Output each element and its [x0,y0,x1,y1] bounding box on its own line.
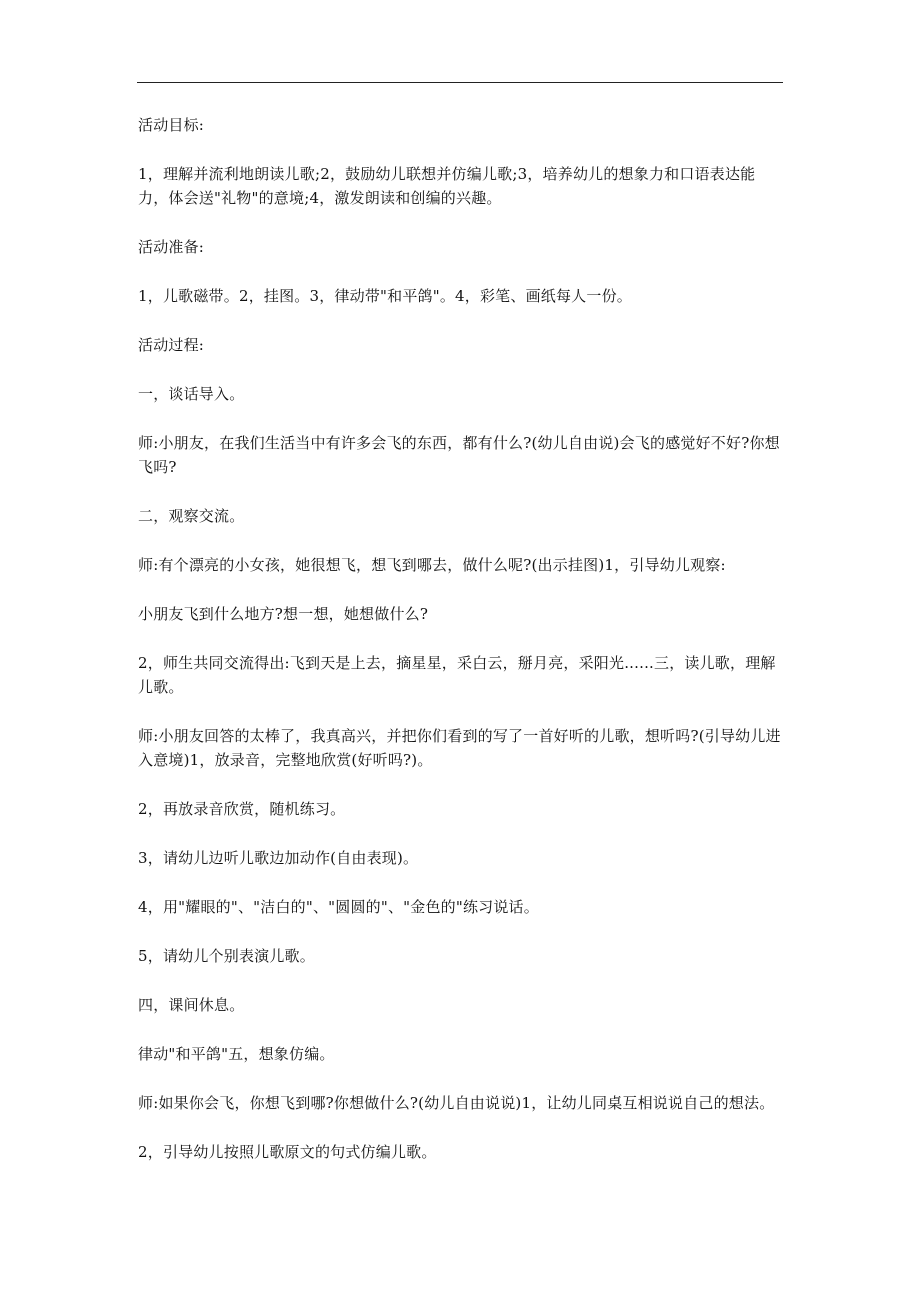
paragraph-step-3a: 师:小朋友回答的太棒了，我真高兴，并把你们看到的写了一首好听的儿歌，想听吗?(引导幼儿进入意境)1，放录音，完整地欣赏(好听吗?)。 [138,727,781,769]
step-heading-1: 一，谈话导入。 [138,385,245,403]
header-rule [137,82,783,83]
paragraph-step-4: 律动"和平鸽"五，想象仿编。 [138,1045,335,1063]
paragraph-step-5a: 师:如果你会飞，你想飞到哪?你想做什么?(幼儿自由说说)1，让幼儿同桌互相说说自己的想法。 [138,1094,775,1112]
paragraph-step-1: 师:小朋友，在我们生活当中有许多会飞的东西，都有什么?(幼儿自由说)会飞的感觉好不好?你想飞吗? [138,434,780,476]
section-heading-goals: 活动目标: [138,116,205,134]
paragraph-step-2c: 2，师生共同交流得出:飞到天是上去，摘星星，采白云，掰月亮，采阳光......三，读儿歌，理解儿歌。 [138,654,776,696]
paragraph-step-5b: 2，引导幼儿按照儿歌原文的句式仿编儿歌。 [138,1143,437,1161]
section-heading-preparation: 活动准备: [138,238,205,256]
section-heading-process: 活动过程: [138,336,205,354]
step-heading-4: 四，课间休息。 [138,996,245,1014]
paragraph-goals: 1，理解并流利地朗读儿歌;2，鼓励幼儿联想并仿编儿歌;3，培养幼儿的想象力和口语表达能力，体会送"礼物"的意境;4，激发朗读和创编的兴趣。 [138,165,756,207]
paragraph-step-3c: 3，请幼儿边听儿歌边加动作(自由表现)。 [138,849,419,867]
paragraph-step-3e: 5，请幼儿个别表演儿歌。 [138,947,315,965]
paragraph-step-3b: 2，再放录音欣赏，随机练习。 [138,800,346,818]
document-body [138,113,784,1189]
paragraph-preparation: 1，儿歌磁带。2，挂图。3，律动带"和平鸽"。4，彩笔、画纸每人一份。 [138,287,632,305]
paragraph-step-3d: 4，用"耀眼的"、"洁白的"、"圆圆的"、"金色的"练习说话。 [138,898,539,916]
paragraph-step-2a: 师:有个漂亮的小女孩，她很想飞，想飞到哪去，做什么呢?(出示挂图)1，引导幼儿观察: [138,556,726,574]
step-heading-2: 二，观察交流。 [138,507,245,525]
paragraph-step-2b: 小朋友飞到什么地方?想一想，她想做什么? [138,605,429,623]
